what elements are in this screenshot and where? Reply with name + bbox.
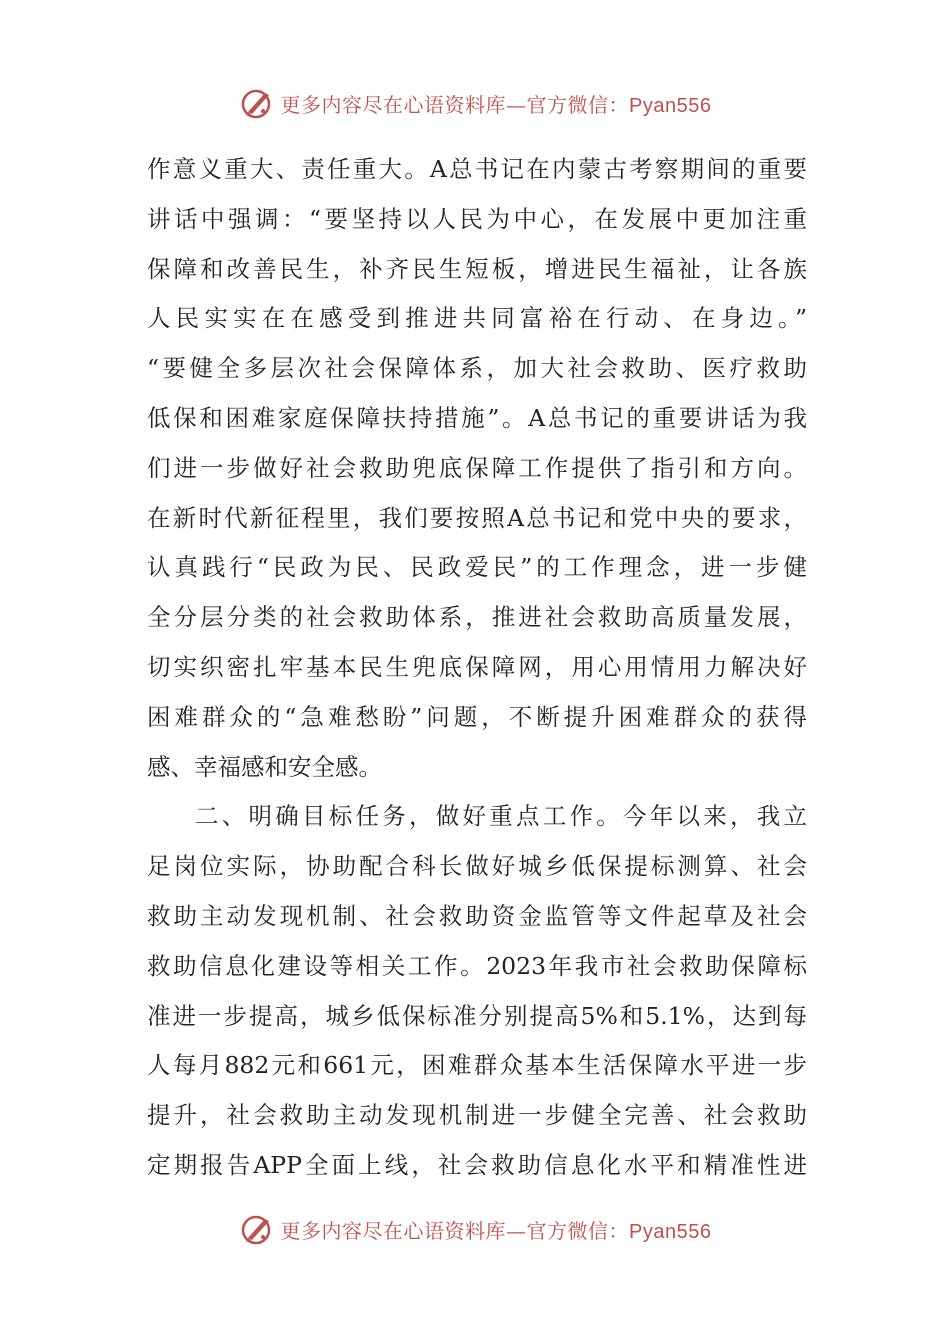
body-line: 保障和改善民生，补齐民生短板，增进民生福祉，让各族 bbox=[147, 254, 807, 283]
document-body bbox=[147, 145, 807, 1191]
body-line: 讲话中强调：“要坚持以人民为中心，在发展中更加注重 bbox=[147, 204, 807, 233]
footer-contact-text: 官方微信：Pyan556 bbox=[526, 1220, 712, 1243]
body-line: 定期报告APP全面上线，社会救助信息化水平和精准性进 bbox=[147, 1150, 807, 1179]
pen-circle-logo-icon bbox=[239, 1211, 275, 1247]
footer-site-text: 更多内容尽在心语资料库 bbox=[280, 1218, 507, 1243]
footer-banner bbox=[0, 1204, 950, 1254]
header-dash: — bbox=[506, 92, 527, 117]
body-line: 全分层分类的社会救助体系，推进社会救助高质量发展， bbox=[147, 603, 807, 632]
body-line: “要健全多层次社会保障体系，加大社会救助、医疗救助 bbox=[147, 354, 807, 383]
header-site-text: 更多内容尽在心语资料库 bbox=[280, 92, 507, 117]
body-line: 作意义重大、责任重大。A总书记在内蒙古考察期间的重要 bbox=[147, 155, 807, 183]
header-banner bbox=[0, 78, 950, 128]
pen-circle-logo-icon bbox=[239, 85, 275, 121]
body-line: 人每月882元和661元，困难群众基本生活保障水平进一步 bbox=[147, 1051, 807, 1080]
body-line: 救助信息化建设等相关工作。2023年我市社会救助保障标 bbox=[147, 951, 807, 980]
body-line: 救助主动发现机制、社会救助资金监管等文件起草及社会 bbox=[147, 901, 807, 930]
body-line: 在新时代新征程里，我们要按照A总书记和党中央的要求， bbox=[147, 503, 807, 532]
body-line: 切实织密扎牢基本民生兜底保障网，用心用情用力解决好 bbox=[147, 652, 807, 681]
body-line: 提升，社会救助主动发现机制进一步健全完善、社会救助 bbox=[147, 1101, 807, 1130]
body-line: 感、幸福感和安全感。 bbox=[147, 752, 382, 781]
body-line: 准进一步提高，城乡低保标准分别提高5%和5.1%，达到每 bbox=[147, 1001, 807, 1030]
header-banner-text bbox=[281, 89, 712, 118]
body-line: 困难群众的“急难愁盼”问题，不断提升困难群众的获得 bbox=[147, 702, 807, 731]
body-line: 足岗位实际，协助配合科长做好城乡低保提标测算、社会 bbox=[147, 852, 807, 881]
body-line: 们进一步做好社会救助兜底保障工作提供了指引和方向。 bbox=[147, 453, 807, 482]
footer-banner-text bbox=[281, 1215, 712, 1244]
header-contact-text: 官方微信：Pyan556 bbox=[526, 94, 712, 117]
section-heading-line: 二、明确目标任务，做好重点工作。今年以来，我立 bbox=[195, 802, 807, 831]
footer-dash: — bbox=[506, 1218, 527, 1243]
body-line: 认真践行“民政为民、民政爱民”的工作理念，进一步健 bbox=[147, 553, 807, 582]
body-line: 人民实实在在感受到推进共同富裕在行动、在身边。” bbox=[147, 304, 807, 333]
body-line: 低保和困难家庭保障扶持措施”。A总书记的重要讲话为我 bbox=[147, 403, 807, 432]
